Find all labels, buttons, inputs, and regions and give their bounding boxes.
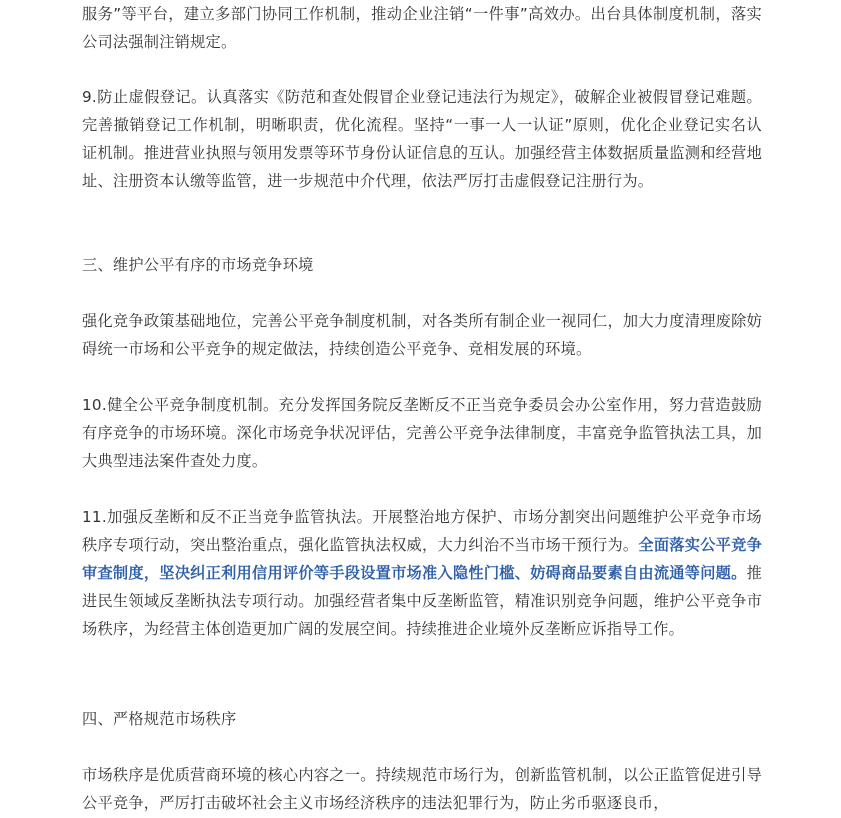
paragraph-text: 9.防止虚假登记。认真落实《防范和查处假冒企业登记违法行为规定》，破解企业被假冒登记难题。完善撤销登记工作机制，明晰职责，优化流程。坚持“一事一人一认证”原则，优化企业登记实名认证机制。推进营业执照与领用发票等环节身份认证信息的互认。加强经营主体数据质量监测和经营地址、注册资本认缴等监管，进一步规范中介代理，依法严厉打击虚假登记注册行为。 [82,88,762,190]
paragraph-text: 服务”等平台，建立多部门协同工作机制，推动企业注销“一件事”高效办。出台具体制度机制，落实公司法强制注销规定。 [82,5,762,51]
paragraph-text: 10.健全公平竞争制度机制。充分发挥国务院反垄断反不正当竞争委员会办公室作用，努力营造鼓励有序竞争的市场环境。深化市场竞争状况评估，完善公平竞争法律制度，丰富竞争监管执法工具，加大典型违法案件查处力度。 [82,396,762,470]
section-heading-3 [82,251,762,279]
heading-text: 四、严格规范市场秩序 [82,710,237,728]
highlighted-text: 全面落实公平竞争审查制度，坚决纠正利用信用评价等手段设置市场准入隐性门槛、妨碍商品要素自由流通等问题。 [82,536,763,582]
paragraph-text: 11.加强反垄断和反不正当竞争监管执法。开展整治地方保护、市场分割突出问题维护公平竞争市场秩序专项行动，突出整治重点，强化监管执法权威，大力纠治不当市场干预行为。 [82,508,762,554]
paragraph-text: 强化竞争政策基础地位，完善公平竞争制度机制，对各类所有制企业一视同仁，加大力度清理废除妨碍统一市场和公平竞争的规定做法，持续创造公平竞争、竞相发展的环境。 [82,312,762,358]
paragraph-continuation [82,0,762,56]
paragraph-item-10 [82,391,762,475]
paragraph-text: 推进民生领域反垄断执法专项行动。加强经营者集中反垄断监管，精准识别竞争问题，维护公平竞争市场秩序，为经营主体创造更加广阔的发展空间。持续推进企业境外反垄断应诉指导工作。 [82,564,762,638]
paragraph-section-3-intro [82,307,762,363]
section-heading-4 [82,705,762,733]
paragraph-text: 市场秩序是优质营商环境的核心内容之一。持续规范市场行为，创新监管机制，以公正监管促进引导公平竞争，严厉打击破坏社会主义市场经济秩序的违法犯罪行为，防止劣币驱逐良币， [82,766,762,812]
heading-text: 三、维护公平有序的市场竞争环境 [82,256,314,274]
paragraph-item-11 [82,503,762,643]
paragraph-item-9 [82,83,762,195]
paragraph-section-4-intro [82,761,762,817]
